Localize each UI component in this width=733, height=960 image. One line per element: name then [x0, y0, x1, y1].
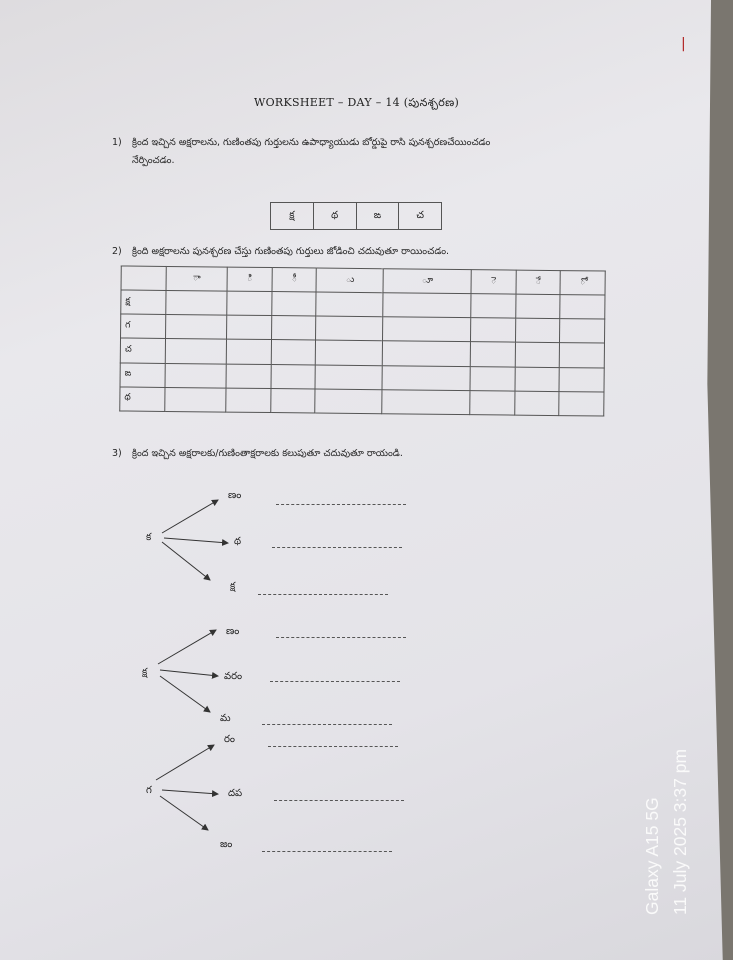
table-header-cell: ు [316, 268, 383, 293]
q3-ending: జం [220, 839, 233, 850]
table-header-cell: ె [471, 270, 516, 295]
q3-ending: వరం [224, 671, 243, 682]
camera-watermark [638, 749, 694, 915]
row-letter: గ [121, 314, 166, 339]
q3-ending: దప [228, 788, 243, 799]
arrow [160, 676, 210, 712]
answer-blank[interactable] [262, 724, 392, 725]
answer-blank[interactable] [270, 681, 400, 682]
red-pen-mark: | [681, 36, 686, 52]
row-letter: క్ష [121, 290, 166, 315]
q3-base-letter: క [146, 532, 152, 543]
q3-ending: ణం [226, 626, 240, 637]
table-header-cell: ూ [383, 269, 471, 294]
q1-number: 1) [112, 137, 122, 148]
row-letter: ఙ [120, 363, 165, 388]
q3-ending: థ [234, 536, 242, 547]
q3-base-letter: క్ష [142, 667, 148, 678]
table-header-cell: ా [166, 266, 228, 291]
answer-blank[interactable] [258, 594, 388, 595]
q3-ending: క్ష [230, 581, 236, 592]
q3-ending: రం [224, 734, 235, 745]
letter-cell: క్ష [271, 203, 314, 229]
answer-blank[interactable] [268, 746, 398, 747]
q1-text-line1: క్రింద ఇచ్చిన అక్షరాలను, గుణింతపు గుర్తులను ఉపాధ్యాయుడు బోర్డుపై రాసి పునశ్చరణచేయించడం [132, 137, 491, 148]
q3-text: క్రింద ఇచ్చిన అక్షరాలకు/గుణింతాక్షరాలకు కలుపుతూ చదువుతూ రాయండి. [132, 448, 403, 459]
arrow [162, 790, 218, 794]
watermark-device: Galaxy A15 5G [642, 797, 662, 915]
arrow [158, 630, 216, 664]
row-letter: చ [120, 338, 165, 363]
answer-blank[interactable] [272, 547, 402, 548]
q2-text: క్రింది అక్షరాలను పునశ్చరణ చేస్తు గుణింతపు గుర్తులు జోడించి చదువుతూ రాయించడం. [132, 246, 450, 257]
worksheet-title: WORKSHEET – DAY – 14 (పునశ్చరణ) [254, 96, 460, 109]
table-header-cell: ే [516, 270, 561, 295]
letter-cell: ఙ [357, 203, 400, 229]
watermark-date: 11 July 2025 3:37 pm [670, 748, 690, 915]
arrow [160, 796, 208, 830]
arrow [162, 500, 218, 533]
answer-blank[interactable] [276, 504, 406, 505]
letter-cell: చ [416, 210, 424, 221]
q3-number: 3) [112, 448, 122, 459]
table-header-cell: ి [227, 267, 272, 292]
arrow [160, 670, 218, 676]
q2-number: 2) [112, 246, 122, 257]
answer-blank[interactable] [276, 637, 406, 638]
row-letter: థ [120, 387, 165, 412]
table-header-cell: ో [560, 271, 605, 296]
q3-ending: మ [220, 713, 231, 724]
letter-cell: థ [314, 203, 357, 229]
arrow [156, 745, 214, 780]
answer-blank[interactable] [262, 851, 392, 852]
q3-base-letter: గ [146, 785, 152, 796]
q1-text-line2: నేర్పించడం. [132, 155, 175, 166]
answer-blank[interactable] [274, 800, 404, 801]
q3-ending: ణం [228, 490, 242, 501]
arrow [162, 542, 210, 580]
arrow [164, 538, 228, 543]
table-header-cell: ీ [272, 268, 317, 293]
